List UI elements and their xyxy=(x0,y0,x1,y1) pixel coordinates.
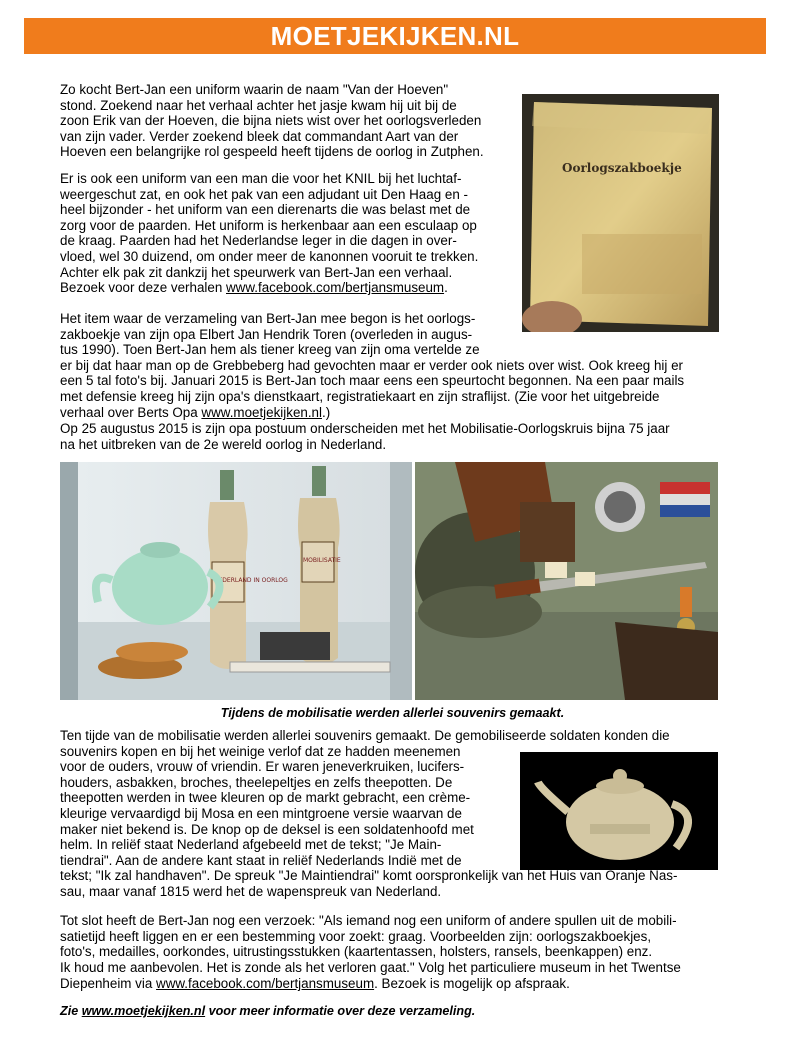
paragraph-uniforms-last-line: Bezoek voor deze verhalen www.facebook.com/bertjansmuseum. xyxy=(60,280,448,295)
paragraph-booklet-last-line: verhaal over Berts Opa www.moetjekijken.nl.) xyxy=(60,405,331,420)
paragraph-intro xyxy=(60,82,484,160)
para3-line: met defensie kreeg hij zijn opa's dienstkaart, registratiekaart en zijn straflijst. (Zie voor het uitgebreide xyxy=(60,388,660,404)
photo-war-booklet xyxy=(522,94,719,332)
para3-line: een 5 tal foto's bij. Januari 2015 is Bert-Jan toch maar eens een speurtocht begonnen. Na een paar mails xyxy=(60,373,685,389)
para2-line: heel bijzonder - het uniform van een dierenarts die was belast met de xyxy=(60,202,471,218)
paragraph-request xyxy=(60,913,681,975)
photo-militaria xyxy=(415,462,718,700)
para5-line: Ten tijde van de mobilisatie werden allerlei souvenirs gemaakt. De gemobiliseerde soldaten konden die xyxy=(60,728,670,743)
photo-souvenir-display xyxy=(60,462,412,700)
paragraph-uniforms xyxy=(60,171,478,280)
para1-line: zoon Erik van der Hoeven, die bijna niets wist over het oorlogsverleden xyxy=(60,113,482,129)
paragraph-booklet xyxy=(60,311,684,405)
para2-line: zorg voor de paarden. Het uniform is herkenbaar aan een esculaap op xyxy=(60,217,477,233)
site-banner: MOETJEKIJKEN.NL xyxy=(24,18,766,54)
para1-line: stond. Zoekend naar het verhaal achter het jasje kwam hij uit bij de xyxy=(60,97,457,113)
para5-line: kleurige vervaardigd bij Mosa en een mintgroene versie waarvan de xyxy=(60,805,462,821)
paragraph-medal xyxy=(60,421,670,452)
para2-line: Er is ook een uniform van een man die voor het KNIL bij het luchtaf- xyxy=(60,171,462,186)
para5-line: maker niet bekend is. De knop op de deksel is een soldatenhoofd met xyxy=(60,821,474,837)
para5-line: voor de ouders, vrouw of vriendin. Er waren jeneverkruiken, lucifers- xyxy=(60,759,465,775)
para1-line: Hoeven een belangrijke rol gespeeld heeft tijdens de oorlog in Zutphen. xyxy=(60,144,484,160)
para2-line: weergeschut zat, en ook het pak van een adjudant uit Den Haag en - xyxy=(60,186,468,202)
footer-note: Zie www.moetjekijken.nl voor meer informatie over deze verzameling. xyxy=(60,1004,476,1018)
para2-line: Achter elk pak zit dankzij het speurwerk van Bert-Jan een verhaal. xyxy=(60,264,453,280)
para6-line: satietijd heeft liggen en er een bestemming voor zoekt: graag. Voorbeelden zijn: oorlogszakboekjes, xyxy=(60,928,652,944)
photo-caption: Tijdens de mobilisatie werden allerlei souvenirs gemaakt. xyxy=(220,706,565,720)
para5-line: houders, asbakken, broches, theelepeltjes en zelfs theepotten. De xyxy=(60,774,453,790)
para3-line: zakboekje van zijn opa Elbert Jan Hendrik Toren (overleden in augus- xyxy=(60,326,473,342)
moetjekijken-link[interactable]: www.moetjekijken.nl xyxy=(201,405,322,420)
paragraph-teapots xyxy=(60,728,677,900)
paragraph-request-last-line: Diepenheim via www.facebook.com/bertjansmuseum. Bezoek is mogelijk op afspraak. xyxy=(60,976,570,991)
facebook-link[interactable]: www.facebook.com/bertjansmuseum xyxy=(226,280,445,295)
para6-line: foto's, medailles, oorkondes, uitrustingsstukken (kaartentassen, holsters, ransels, beenkappen) enz. xyxy=(60,944,653,960)
para1-line: Zo kocht Bert-Jan een uniform waarin de naam "Van der Hoeven" xyxy=(60,82,449,97)
para2-line: vloed, wel 30 duizend, om onder meer de kanonnen vooruit te trekken. xyxy=(60,248,479,264)
para5-line: souvenirs kopen en bij het weinige verlof dat ze hadden meenemen xyxy=(60,743,461,759)
para6-line: Tot slot heeft de Bert-Jan nog een verzoek: "Als iemand nog een uniform of andere spullen uit de mobili- xyxy=(60,913,677,928)
para5-line: theepotten werden in twee kleuren op de markt gebracht, een crème- xyxy=(60,790,471,806)
facebook-link-2[interactable]: www.facebook.com/bertjansmuseum xyxy=(156,976,375,991)
para3-line: Het item waar de verzameling van Bert-Jan mee begon is het oorlogs- xyxy=(60,311,476,326)
para3-line: er bij dat haar man op de Grebbeberg had gevochten maar er verder ook niets over wist. Ook kreeg hij er xyxy=(60,357,683,373)
bottle-label-1: NEDERLAND IN OORLOG xyxy=(214,577,288,584)
para3-line: tus 1990). Toen Bert-Jan hem als tiener kreeg van zijn oma vertelde ze xyxy=(60,342,480,358)
para5-line: tiendrai". Aan de andere kant staat in reliëf Nederlands Indië met de xyxy=(60,852,462,868)
para5-line: tekst; "Ik zal handhaven". De spreuk "Je Maintiendrai" komt oorspronkelijk van het Huis van Oranje Nas- xyxy=(60,868,678,884)
para4-line: Op 25 augustus 2015 is zijn opa postuum onderscheiden met het Mobilisatie-Oorlogskruis bijna 75 jaar xyxy=(60,421,670,436)
para5-line: sau, maar vanaf 1815 werd het de wapenspreuk van Nederland. xyxy=(60,883,442,899)
footer-link[interactable]: www.moetjekijken.nl xyxy=(81,1004,206,1018)
para2-line: de kraag. Paarden had het Nederlandse leger in die dagen in over- xyxy=(60,233,457,249)
para5-line: helm. In reliëf staat Nederland afgebeeld met de tekst; "Je Main- xyxy=(60,837,442,853)
para4-line: na het uitbreken van de 2e wereld oorlog in Nederland. xyxy=(60,436,387,452)
bottle-label-2: MOBILISATIE xyxy=(303,557,341,564)
para6-line: Ik houd me aanbevolen. Het is zonde als het verloren gaat." Volg het particuliere museum in het Twentse xyxy=(60,959,681,975)
booklet-label: Oorlogszakboekje xyxy=(562,161,682,175)
para1-line: van zijn vader. Verder zoekend bleek dat commandant Aart van der xyxy=(60,128,459,144)
